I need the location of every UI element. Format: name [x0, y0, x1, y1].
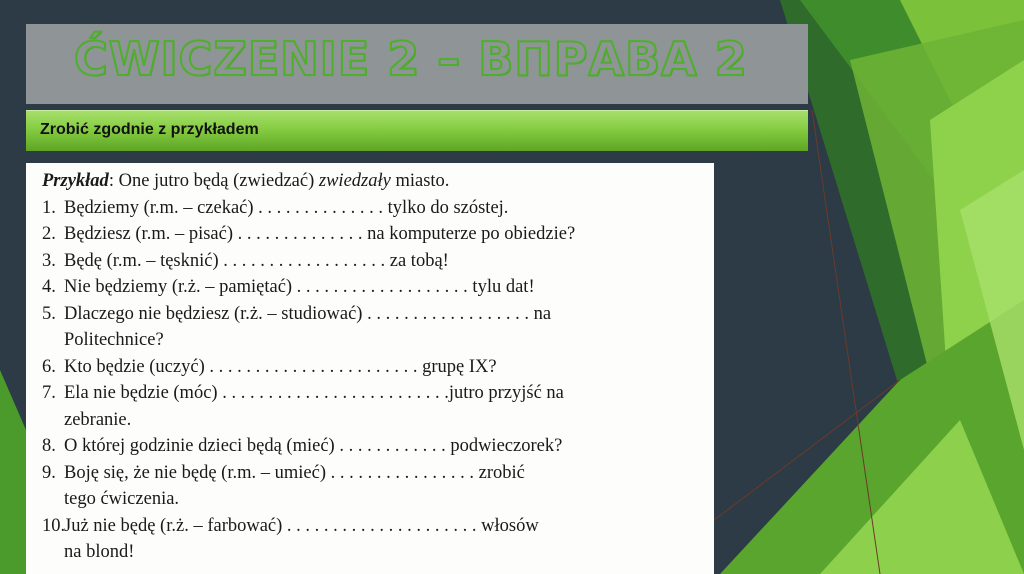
exercise-items [42, 195, 707, 566]
example-answer: zwiedzały [318, 171, 391, 191]
item-number: 3. [42, 250, 56, 271]
item-text: Dlaczego nie będziesz (r.ż. – studiować) . . . . . . . . . . . . . . . . . . na [64, 303, 552, 324]
example-after: miasto. [390, 171, 450, 191]
item-number: 10. [42, 515, 66, 536]
exercise-scan [26, 163, 714, 574]
item-text: Już nie będę (r.ż. – farbować) . . . . . . . . . . . . . . . . . . . . . włosów [64, 515, 539, 536]
item-number: 5. [42, 303, 56, 324]
item-text: O której godzinie dzieci będą (mieć) . . . . . . . . . . . . podwieczorek? [64, 436, 563, 456]
exercise-item [42, 460, 707, 487]
exercise-text [42, 168, 707, 566]
slide-title: ĆWICZENIE 2 – ВПРАВА 2 [74, 32, 748, 86]
item-text: Będziesz (r.m. – pisać) . . . . . . . . . . . . . . na komputerze po obiedzie? [64, 224, 576, 244]
item-text: Będziemy (r.m. – czekać) . . . . . . . . . . . . . . tylko do szóstej. [64, 197, 509, 218]
item-number: 9. [42, 462, 56, 483]
item-number: 8. [42, 436, 56, 456]
item-text: Boję się, że nie będę (r.m. – umieć) . . . . . . . . . . . . . . . . zrobić [64, 462, 525, 483]
item-continuation: na blond! [64, 542, 135, 562]
exercise-item [42, 248, 707, 275]
item-number: 1. [42, 197, 56, 218]
item-number: 6. [42, 356, 56, 377]
exercise-item [42, 195, 707, 222]
item-text: Będę (r.m. – tęsknić) . . . . . . . . . . . . . . . . . . za tobą! [64, 250, 449, 271]
exercise-item [42, 221, 707, 248]
item-text: Nie będziemy (r.ż. – pamiętać) . . . . . . . . . . . . . . . . . . . tylu dat! [64, 277, 535, 297]
exercise-item [42, 433, 707, 460]
item-text: Ela nie będzie (móc) . . . . . . . . . . . . . . . . . . . . . . . . .jutro przyjść na [64, 383, 564, 403]
item-continuation: tego ćwiczenia. [64, 489, 180, 509]
exercise-item [42, 513, 707, 540]
example-line [42, 168, 707, 195]
exercise-item [42, 354, 707, 381]
item-number: 4. [42, 277, 56, 297]
example-before: : One jutro będą (zwiedzać) [108, 171, 319, 191]
item-text: Kto będzie (uczyć) . . . . . . . . . . . . . . . . . . . . . . . grupę IX? [64, 356, 497, 377]
example-label: Przykład [42, 171, 109, 191]
subtitle-bar [26, 110, 808, 151]
item-continuation: zebranie. [64, 409, 132, 430]
exercise-item [42, 380, 707, 407]
item-continuation: Politechnice? [64, 330, 164, 350]
item-number: 2. [42, 224, 56, 244]
exercise-item [42, 301, 707, 328]
item-number: 7. [42, 383, 56, 403]
exercise-item [42, 274, 707, 301]
slide-subtitle: Zrobić zgodnie z przykładem [40, 121, 259, 138]
title-bar [26, 24, 808, 104]
